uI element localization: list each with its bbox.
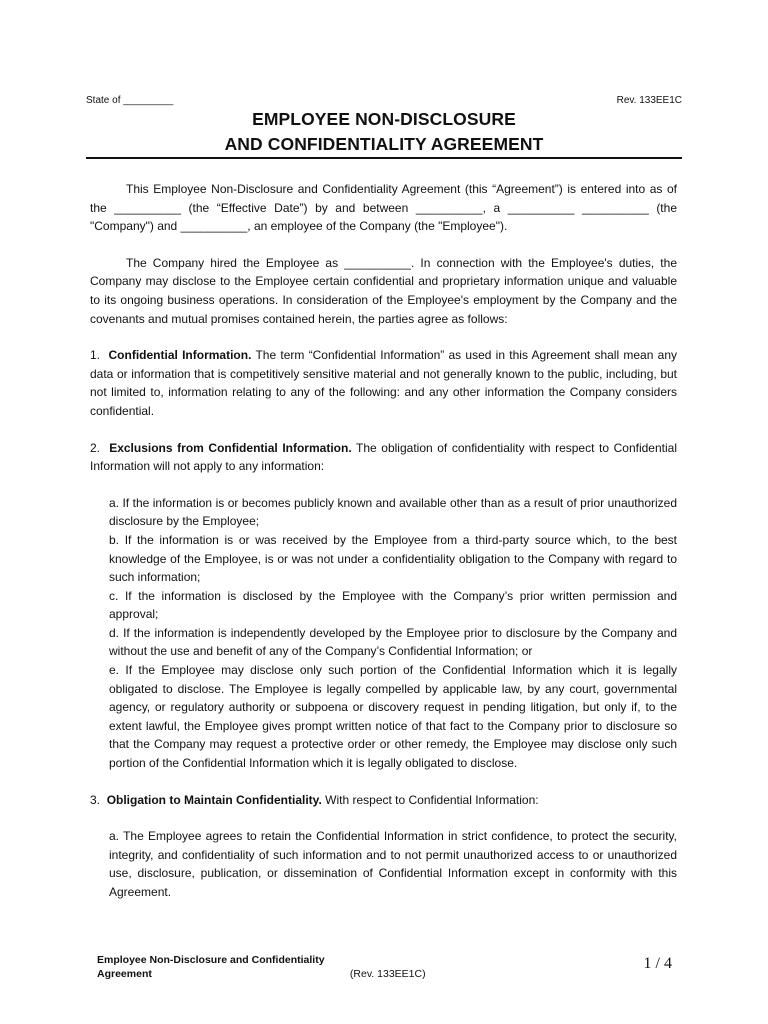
section-2-text: The obligation of confidentiality with respect to Confidential Information will not apply to any information: [90, 440, 677, 474]
footer-revision: (Rev. 133EE1C) [349, 968, 426, 980]
list-item: b. If the information is or was received by the Employee from a third-party source which, to the best knowledge of the Employee, is or was not under a confidentiality obligation to the Company with regard to such information; [109, 532, 677, 585]
state-field: State of _________ [86, 95, 174, 106]
section-1-text: The term “Confidential Information” as used in this Agreement shall mean any data or information that is competitively sensitive material and not generally known to the public, including, but not limited to, information relating to any of the following: and any other information the Company considers confidential. [90, 348, 677, 418]
revision-code: Rev. 133EE1C [616, 95, 682, 106]
section-3 [90, 791, 677, 810]
page-number: 1 / 4 [643, 955, 672, 972]
section-2 [90, 439, 677, 476]
intro-paragraph: This Employee Non-Disclosure and Confidentiality Agreement (this “Agreement”) is entered into as of the __________ (the “Effective Date”) by and between __________, a __________ __________ (the "Company") and __________, an employee of the Company (the "Employee"). [90, 182, 677, 234]
title-line-2: AND CONFIDENTIALITY AGREEMENT [224, 134, 544, 154]
list-item: c. If the information is disclosed by the Employee with the Company’s prior written permission and approval; [109, 588, 677, 622]
list-item: d. If the information is independently developed by the Employee prior to disclosure by the Company and without the use and benefit of any of the Company’s Confidential Information; or [109, 625, 677, 659]
section-3-heading: Obligation to Maintain Confidentiality. [106, 792, 322, 807]
section-1-number: 1. [90, 348, 101, 363]
document-body [90, 180, 677, 902]
list-item: a. If the information is or becomes publicly known and available other than as a result of prior unauthorized disclosure by the Employee; [109, 495, 677, 529]
background-paragraph: The Company hired the Employee as __________. In connection with the Employee's duties, the Company may disclose to the Employee certain confidential and proprietary information unique and valuable to its ongoing business operations. In consideration of the Employee's employment by the Company and the covenants and mutual promises contained herein, the parties agree as follows: [90, 255, 677, 326]
footer-title: Employee Non-Disclosure and Confidentiality Agreement [97, 954, 325, 980]
section-1-heading: Confidential Information. [108, 348, 252, 363]
section-3-list [90, 827, 677, 901]
section-2-heading: Exclusions from Confidential Information. [109, 440, 352, 455]
section-3-text: With respect to Confidential Information: [325, 792, 539, 807]
section-3-number: 3. [90, 792, 101, 807]
section-2-list [90, 494, 677, 773]
title-line-1: EMPLOYEE NON-DISCLOSURE [252, 109, 516, 129]
section-2-number: 2. [90, 440, 101, 455]
list-item: a. The Employee agrees to retain the Confidential Information in strict confidence, to protect the security, integrity, and confidentiality of such information and to not permit unauthorized access to or unauthorized use, disclosure, publication, or dissemination of Confidential Information except in conformity with this Agreement. [109, 829, 677, 899]
page-footer [97, 953, 426, 981]
title-divider [86, 157, 682, 159]
list-item: e. If the Employee may disclose only such portion of the Confidential Information which it is legally obligated to disclose. The Employee is legally compelled by applicable law, by any court, governmental agency, or regulatory authority or subpoena or discovery request in pending litigation, but only if, to the extent lawful, the Employee gives prompt written notice of that fact to the Company prior to disclosure so that the Company may request a protective order or other remedy, the Employee may disclose only such portion of the Confidential Information which it is legally obligated to disclose. [109, 663, 677, 771]
document-title [86, 107, 682, 157]
section-1 [90, 346, 677, 420]
